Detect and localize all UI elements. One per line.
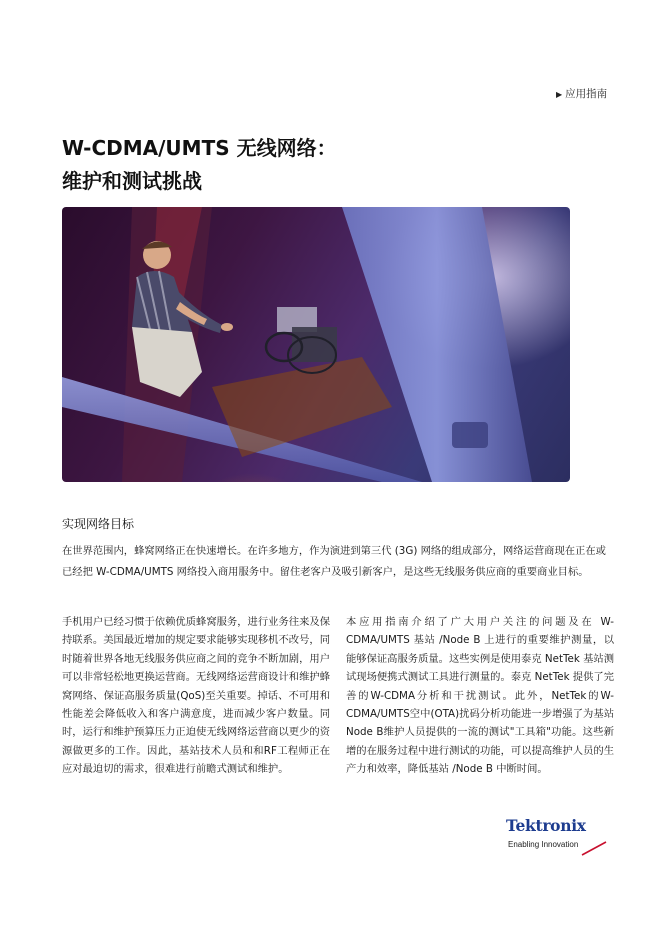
body-column-right: 本应用指南介绍了广大用户关注的问题及在 W-CDMA/UMTS 基站 /Node B 上进行的重要维护测量，以能够保证高服务质量。这些实例是使用泰克 NetTek 基站测试现场便携式测试工具进行测量的。泰克 NetTek 提供了完善的W-CDMA分析和干扰测试。此外，NetTek的W-CDMA/UMTS空中(OTA)扰码分析功能进一步增强了为基站Node B维护人员提供的一流的测试"工具箱"功能。这些新增的在服务过程中进行测试的功能，可以提高维护人员的生产力和效率，降低基站 /Node B 中断时间。 [346,616,614,776]
section-heading: 实现网络目标 [62,517,135,531]
body-column-left: 手机用户已经习惯于依赖优质蜂窝服务，进行业务往来及保持联系。美国最近增加的规定要求能够实现移机不改号，同时随着世界各地无线服务供应商之间的竞争不断加剧，用户可以非常轻松地更换运营商。无线网络运营商设计和维护蜂窝网络、保证高服务质量(QoS)至关重要。掉话、不可用和性能差会降低收入和客户满意度，进而减少客户数量。同时，运行和维护预算压力正迫使无线网络运营商以更少的资源做更多的工作。因此，基站技术人员和和RF工程师正在应对最迫切的需求，很难进行前瞻式测试和维护。 [62,616,330,776]
logo-swoosh-icon [580,840,610,856]
page-title-line-2: 维护和测试挑战 [62,169,202,193]
logo-tagline: Enabling Innovation [508,840,579,849]
hero-photo-illustration [62,207,570,482]
tektronix-logo[interactable] [506,816,618,858]
hero-photo [62,207,570,482]
document-type-text: 应用指南 [565,88,608,100]
logo-wordmark: Tektronix [506,816,586,835]
page-title-line-1: W-CDMA/UMTS 无线网络： [62,136,337,160]
intro-paragraph: 在世界范围内，蜂窝网络正在快速增长。在许多地方，作为演进到第三代 (3G) 网络的组成部分，网络运营商现在正在或已经把 W-CDMA/UMTS 网络投入商用服务中。留住老客户及吸引新客户，是这些无线服务供应商的重要商业目标。 [62,545,606,578]
triangle-bullet-icon: ▶ [556,90,563,99]
page-title [62,132,582,198]
document-type-label [556,86,607,101]
